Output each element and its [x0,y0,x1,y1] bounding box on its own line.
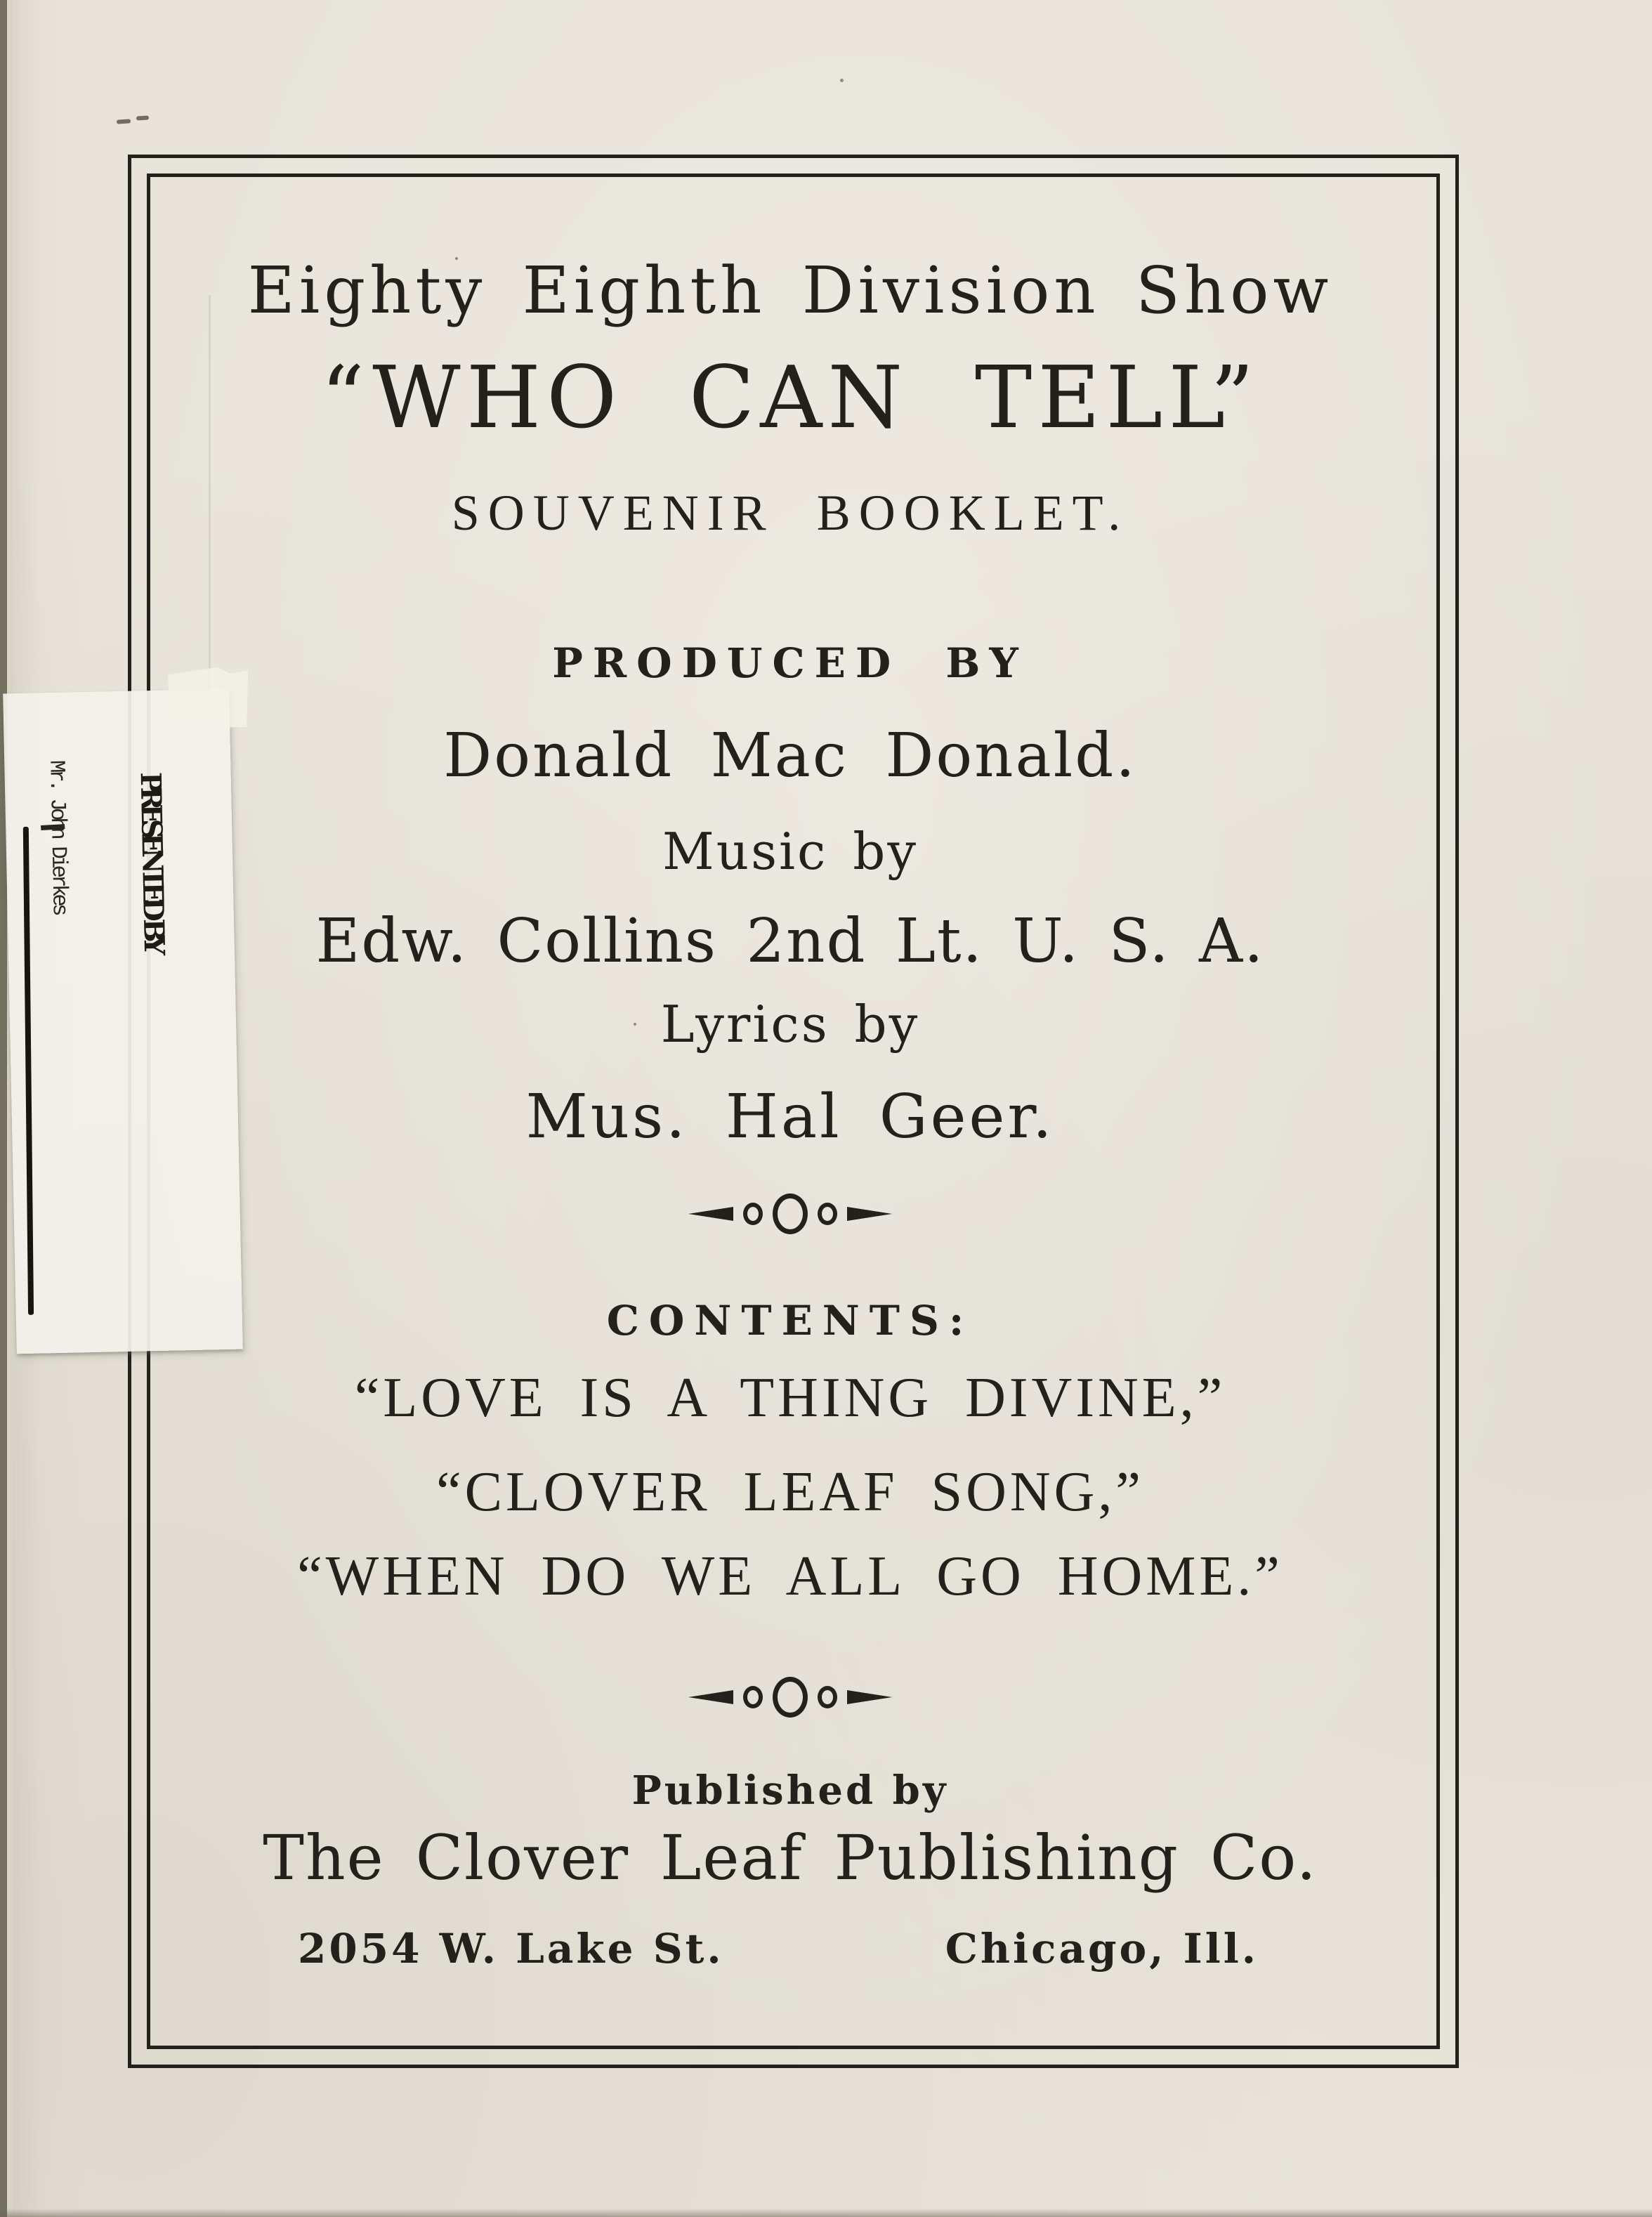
song-title: “WHEN DO WE ALL GO HOME.” [297,1545,1283,1607]
published-by-label: Published by [631,1767,949,1814]
ornament-large-circle-icon [773,1677,808,1718]
ornament-small-circle-icon [818,1203,837,1225]
subtitle: SOUVENIR BOOKLET. [451,485,1129,541]
song-title: “LOVE IS A THING DIVINE,” [354,1367,1226,1429]
show-title: “WHO CAN TELL” [320,348,1260,447]
ornament-arrow-left-icon [688,1207,733,1221]
lyricist-name: Mus. Hal Geer. [525,1082,1055,1152]
contents-label: CONTENTS: [606,1297,974,1345]
ornament-small-circle-icon [743,1203,763,1225]
tape-strip [166,666,248,730]
composer-name: Edw. Collins 2nd Lt. U. S. A. [315,906,1265,976]
publisher-street: 2054 W. Lake St. [298,1925,724,1973]
music-by-label: Music by [662,822,919,881]
presented-to-name: Mr. John Dierkes [44,759,72,913]
paper-speck [840,79,844,82]
divider-ornament [138,1193,1443,1235]
ornament-arrow-right-icon [847,1207,892,1221]
song-title: “CLOVER LEAF SONG,” [436,1461,1144,1523]
ornament-arrow-right-icon [847,1690,892,1704]
ornament-small-circle-icon [818,1686,837,1708]
lyrics-by-label: Lyrics by [660,995,920,1054]
presented-by-label: PRESENTED BY [133,771,171,950]
ornament-large-circle-icon [773,1193,808,1234]
scan-edge-left [0,0,7,2217]
publisher-name: The Clover Leaf Publishing Co. [263,1822,1318,1894]
label-ruled-line [23,827,34,1315]
publisher-address-row [138,1926,1443,1972]
ornament-arrow-left-icon [688,1690,733,1704]
produced-by-label: PRODUCED BY [552,639,1028,687]
presentation-label [3,689,243,1354]
scan-edge-bottom [0,2209,1652,2217]
pencil-mark [136,115,149,120]
publisher-city: Chicago, Ill. [945,1925,1259,1973]
producer-name: Donald Mac Donald. [443,721,1137,791]
pencil-mark [117,119,131,124]
show-header: Eighty Eighth Division Show [247,253,1333,328]
ornament-small-circle-icon [743,1686,763,1708]
divider-ornament [138,1676,1443,1718]
